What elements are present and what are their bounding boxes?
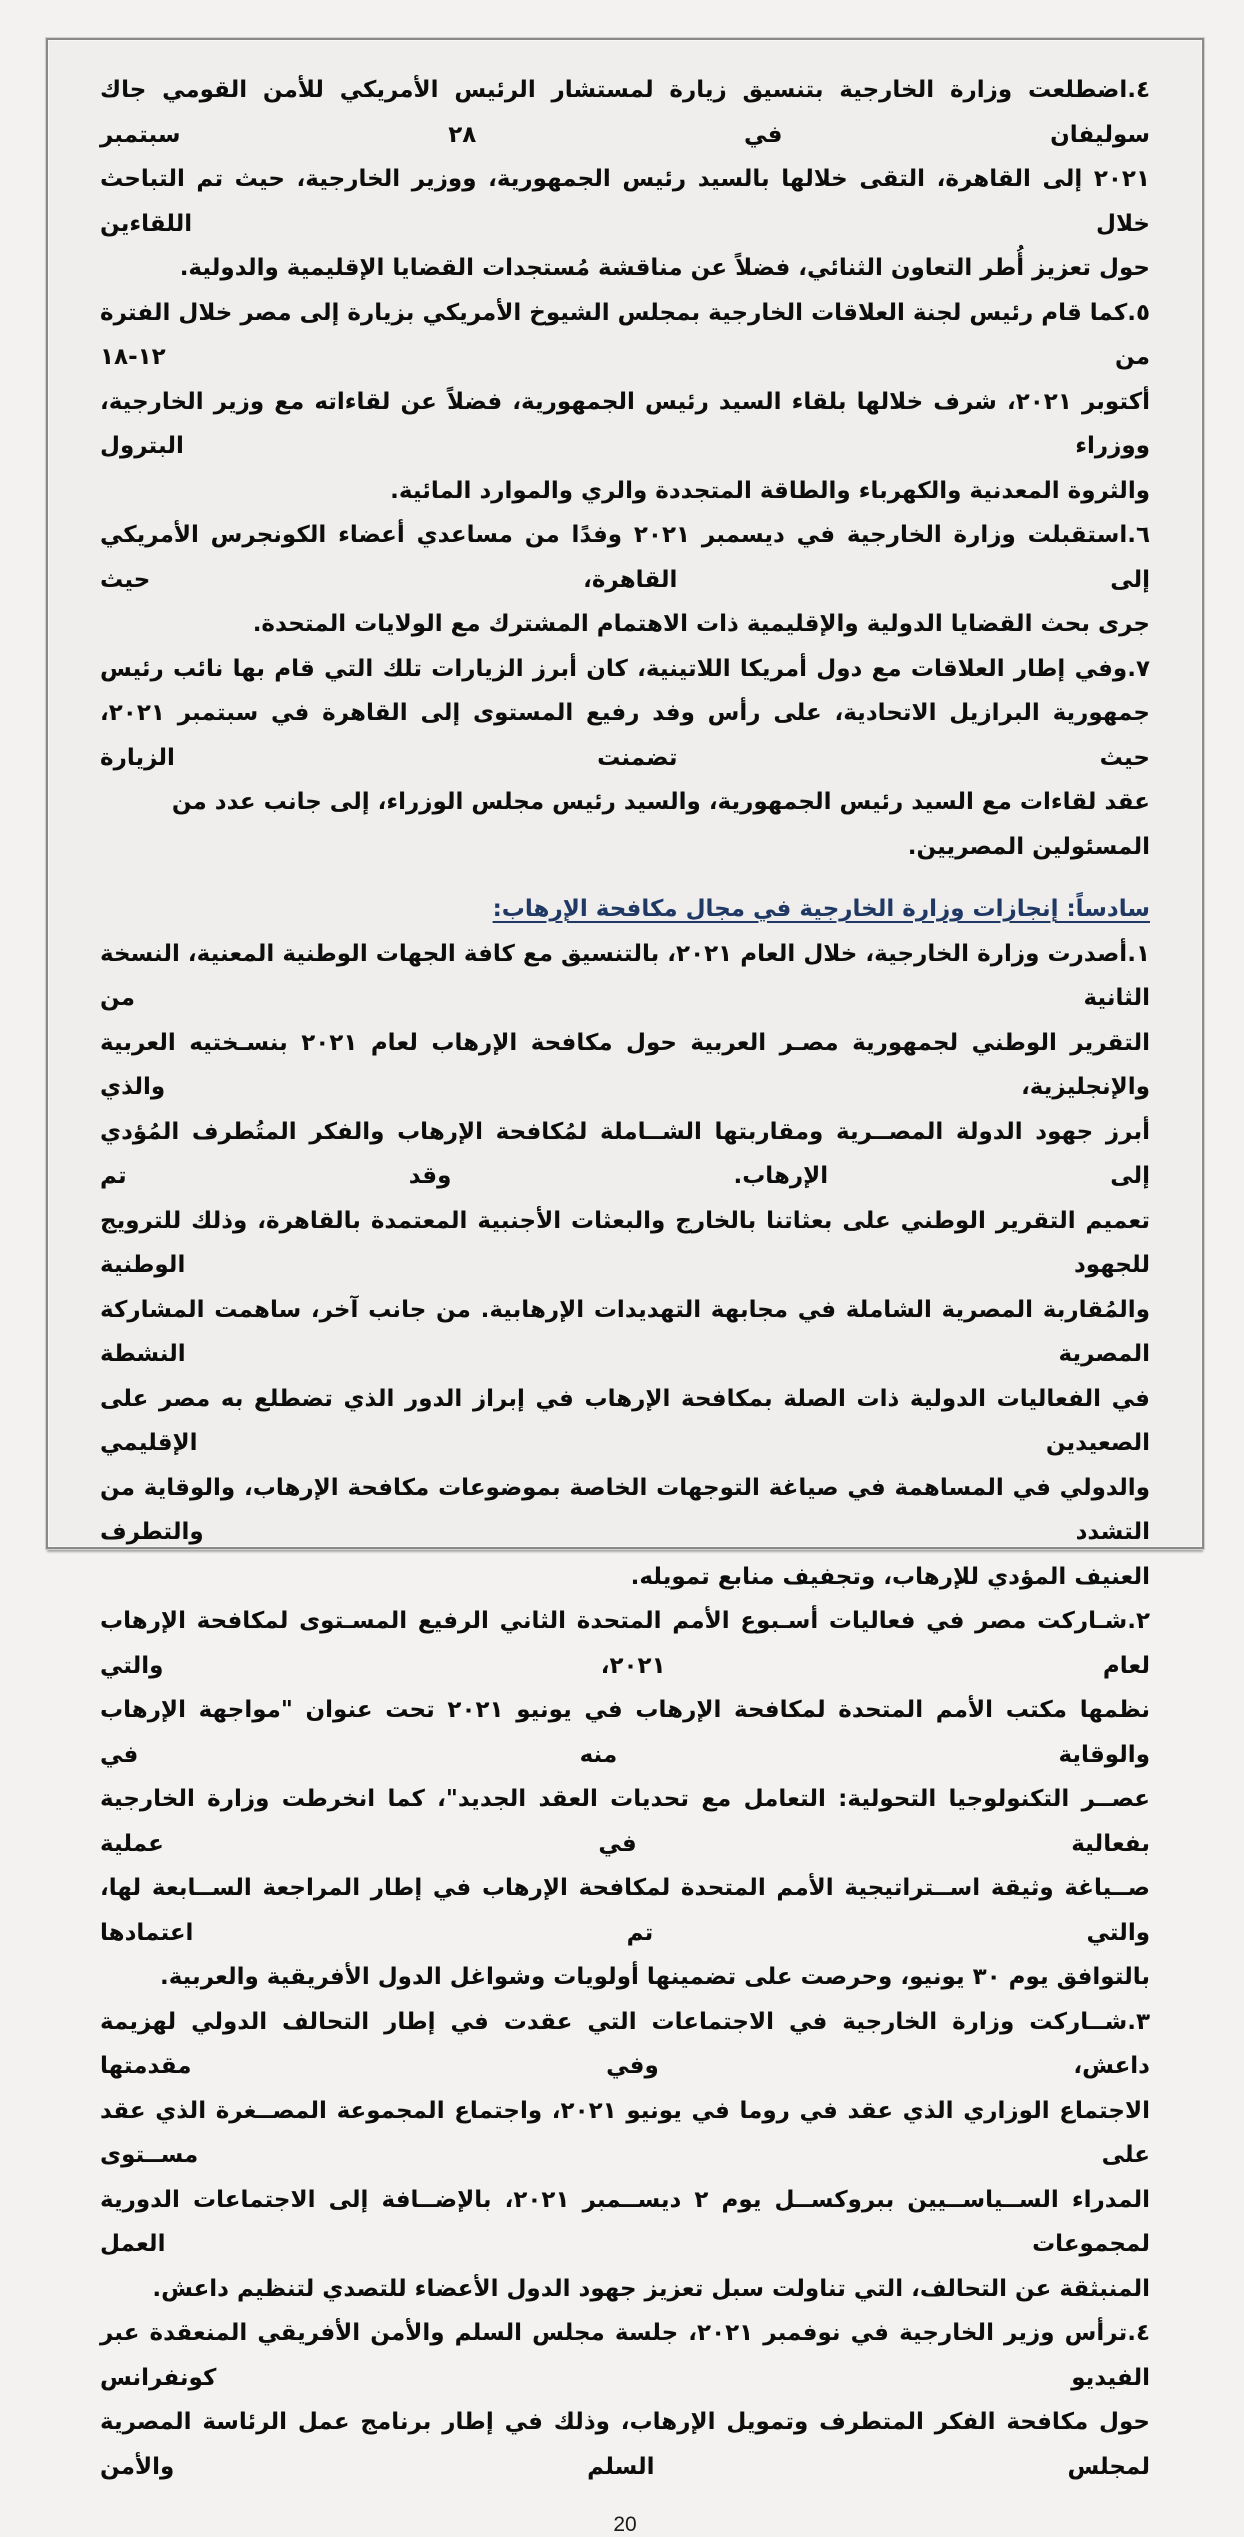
body-line: ٦.استقبلت وزارة الخارجية في ديسمبر ٢٠٢١ وفدًا من مساعدي أعضاء الكونجرس الأمريكي إلى القاهرة، حيث [100,522,1150,593]
body-line: حول تعزيز أُطر التعاون الثنائي، فضلاً عن مناقشة مُستجدات القضايا الإقليمية والدولية. [179,255,1150,281]
body-line: والثروة المعدنية والكهرباء والطاقة المتجددة والري والموارد المائية. [390,477,1150,504]
body-line: بالتوافق يوم ٣٠ يونيو، وحرصت على تضمينها أولويات وشواغل الدول الأفريقية والعربية. [159,1964,1150,1990]
body-line: العنيف المؤدي للإرهاب، وتجفيف منابع تمويله. [630,1563,1150,1590]
body-line: والمُقاربة المصرية الشاملة في مجابهة التهديدات الإرهابية. من جانب آخر، ساهمت المشاركة المصرية النشطة [100,1296,1150,1367]
body-line: عصــر التكنولوجيا التحولية: التعامل مع تحديات العقد الجديد"، كما انخرطت وزارة الخارجية بفعالية في عملية [100,1786,1150,1857]
body-line: جرى بحث القضايا الدولية والإقليمية ذات الاهتمام المشترك مع الولايات المتحدة. [252,611,1150,637]
body-line: والدولي في المساهمة في صياغة التوجهات الخاصة بموضوعات مكافحة الإرهاب، والوقاية من التشدد والتطرف [100,1474,1150,1545]
body-line: ٤.ترأس وزير الخارجية في نوفمبر ٢٠٢١، جلسة مجلس السلم والأمن الأفريقي المنعقدة عبر الفيديو كونفرانس [100,2320,1150,2391]
body-line: ٧.وفي إطار العلاقات مع دول أمريكا اللاتينية، كان أبرز الزيارات تلك التي قام بها نائب رئيس [100,655,1150,682]
body-line: ٣.شــاركت وزارة الخارجية في الاجتماعات التي عقدت في إطار التحالف الدولي لهزيمة داعش، وفي مقدمتها [100,2008,1150,2079]
body-line: ١.أصدرت وزارة الخارجية، خلال العام ٢٠٢١، بالتنسيق مع كافة الجهات الوطنية المعنية، النسخة الثانية من [100,940,1150,1011]
body-line: التقرير الوطني لجمهورية مصـر العربية حول مكافحة الإرهاب لعام ٢٠٢١ بنسـختيه العربية والإنجليزية، والذي [100,1029,1150,1100]
body-line: المدراء الســياســيين ببروكســل يوم ٢ ديســمبر ٢٠٢١، بالإضــافة إلى الاجتماعات الدورية لمجموعات العمل [100,2186,1151,2257]
body-line: في الفعاليات الدولية ذات الصلة بمكافحة الإرهاب في إبراز الدور الذي تضطلع به مصر على الصعيدين الإقليمي [100,1385,1150,1456]
body-line: عقد لقاءات مع السيد رئيس الجمهورية، والسيد رئيس مجلس الوزراء، إلى جانب عدد من المسئولين المصريين. [171,789,1150,860]
body-line: حول مكافحة الفكر المتطرف وتمويل الإرهاب، وذلك في إطار برنامج عمل الرئاسة المصرية لمجلس السلم والأمن [100,2409,1150,2480]
body-line: المنبثقة عن التحالف، التي تناولت سبل تعزيز جهود الدول الأعضاء للتصدي لتنظيم داعش. [152,2275,1150,2302]
body-line: ٢٠٢١ إلى القاهرة، التقى خلالها بالسيد رئيس الجمهورية، ووزير الخارجية، حيث تم التباحث خلال اللقاءين [100,166,1150,237]
body-line: ٢.شـاركت مصر في فعاليات أسـبوع الأمم المتحدة الثاني الرفيع المسـتوى لمكافحة الإرهاب لعام ٢٠٢١، والتي [100,1608,1150,1679]
body-line: نظمها مكتب الأمم المتحدة لمكافحة الإرهاب في يونيو ٢٠٢١ تحت عنوان "مواجهة الإرهاب والوقاية منه في [100,1697,1150,1768]
document-page [46,38,1204,2536]
body-line: صــياغة وثيقة اســتراتيجية الأمم المتحدة لمكافحة الإرهاب في إطار المراجعة الســابعة لها، والتي تم اعتمادها [100,1875,1150,1946]
body-line: الاجتماع الوزاري الذي عقد في روما في يونيو ٢٠٢١، واجتماع المجموعة المصــغرة الذي عقد على مســتوى [100,2097,1150,2168]
body-line: تعميم التقرير الوطني على بعثاتنا بالخارج والبعثات الأجنبية المعتمدة بالقاهرة، وذلك للترويج للجهود الوطنية [100,1207,1150,1278]
section-heading: سادساً: إنجازات وزارة الخارجية في مجال مكافحة الإرهاب: [492,896,1150,922]
body-line: أكتوبر ٢٠٢١، شرف خلالها بلقاء السيد رئيس الجمهورية، فضلاً عن لقاءاته مع وزير الخارجية، ووزراء البترول [100,388,1150,459]
document-body [100,68,1150,2489]
body-line: أبرز جهود الدولة المصــرية ومقاربتها الشــاملة لمُكافحة الإرهاب والفكر المتُطرف المُؤدي إلى الإرهاب. وقد تم [100,1118,1150,1189]
body-line: ٥.كما قام رئيس لجنة العلاقات الخارجية بمجلس الشيوخ الأمريكي بزيارة إلى مصر خلال الفترة من ١٢-١٨ [100,299,1150,370]
page-number: 20 [613,2513,637,2536]
body-line: جمهورية البرازيل الاتحادية، على رأس وفد رفيع المستوى إلى القاهرة في سبتمبر ٢٠٢١، حيث تضمنت الزيارة [100,700,1150,771]
body-line: ٤.اضطلعت وزارة الخارجية بتنسيق زيارة لمستشار الرئيس الأمريكي للأمن القومي جاك سوليفان في ٢٨ سبتمبر [100,77,1150,148]
